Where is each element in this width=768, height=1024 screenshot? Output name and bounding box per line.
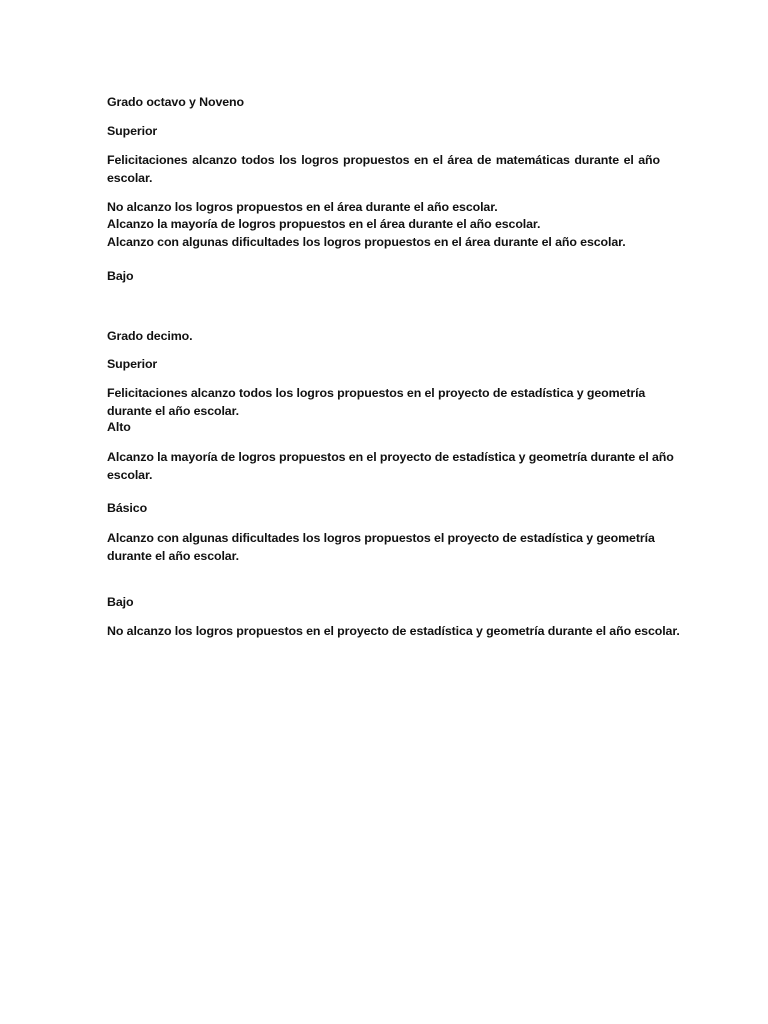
section1-superior-label: Superior <box>107 124 158 138</box>
section2-bajo-text: No alcanzo los logros propuestos en el proyecto de estadística y geometría durante el año escolar. <box>107 624 680 638</box>
section2-superior-label: Superior <box>107 357 158 371</box>
section2-alto-text-line1: Alcanzo la mayoría de logros propuestos en el proyecto de estadística y geometría durante el año <box>107 450 674 464</box>
section2-alto-text-line2: escolar. <box>107 468 153 482</box>
section2-basico-label: Básico <box>107 501 148 515</box>
section1-line-b: Alcanzo la mayoría de logros propuestos en el área durante el año escolar. <box>107 217 541 231</box>
section2-superior-text-line1: Felicitaciones alcanzo todos los logros propuestos en el proyecto de estadística y geometría <box>107 386 646 400</box>
section1-bajo-label: Bajo <box>107 269 134 283</box>
section2-basico-text-line2: durante el año escolar. <box>107 549 239 563</box>
section2-alto-label: Alto <box>107 420 131 434</box>
section1-superior-text-line2: escolar. <box>107 171 153 185</box>
section2-title: Grado decimo. <box>107 329 193 343</box>
section1-title: Grado octavo y Noveno <box>107 95 244 109</box>
section2-superior-text-line2: durante el año escolar. <box>107 404 239 418</box>
section1-line-c: Alcanzo con algunas dificultades los logros propuestos en el área durante el año escolar. <box>107 235 626 249</box>
section2-basico-text-line1: Alcanzo con algunas dificultades los logros propuestos el proyecto de estadística y geometría <box>107 531 655 545</box>
section1-line-a: No alcanzo los logros propuestos en el área durante el año escolar. <box>107 200 498 214</box>
section2-bajo-label: Bajo <box>107 595 134 609</box>
section1-superior-text-line1: Felicitaciones alcanzo todos los logros propuestos en el área de matemáticas durante el año <box>107 153 660 167</box>
